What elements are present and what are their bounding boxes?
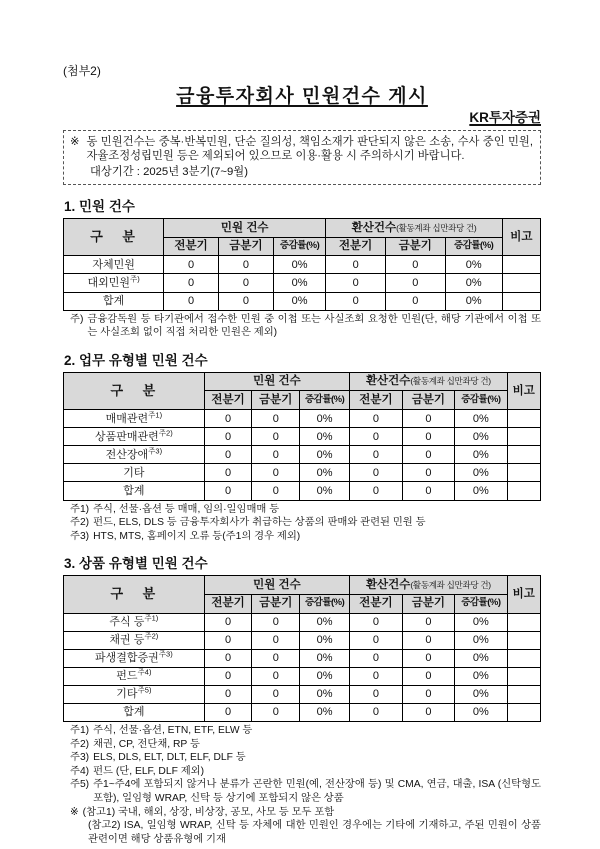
sections bbox=[63, 195, 541, 846]
value-cell: 0 bbox=[204, 410, 252, 428]
value-cell: 0 bbox=[402, 649, 454, 667]
value-cell: 0 bbox=[219, 256, 274, 274]
remark-cell bbox=[507, 410, 540, 428]
row-label: 합계 bbox=[64, 482, 205, 500]
value-cell: 0% bbox=[300, 703, 350, 721]
value-cell: 0 bbox=[350, 482, 402, 500]
footnote-ref: 주1) bbox=[148, 409, 163, 419]
column-group-converted-count bbox=[350, 372, 507, 391]
notice-box bbox=[63, 130, 541, 185]
footnote-marker: 주5) bbox=[70, 779, 90, 791]
value-cell: 0 bbox=[252, 685, 300, 703]
table-row bbox=[64, 256, 541, 274]
value-cell: 0 bbox=[350, 649, 402, 667]
value-cell: 0 bbox=[164, 274, 219, 292]
value-cell: 0% bbox=[455, 631, 507, 649]
value-cell: 0% bbox=[300, 685, 350, 703]
footnote bbox=[70, 806, 541, 820]
value-cell: 0% bbox=[300, 667, 350, 685]
value-cell: 0% bbox=[445, 274, 502, 292]
value-cell: 0% bbox=[300, 446, 350, 464]
column-header-curr-quarter: 금분기 bbox=[402, 391, 454, 410]
row-label: 채권 등$^{주2)}$ bbox=[64, 631, 205, 649]
value-cell: 0% bbox=[300, 428, 350, 446]
remark-cell bbox=[507, 464, 540, 482]
footnote bbox=[70, 819, 541, 846]
notice-line bbox=[70, 135, 533, 164]
value-cell: 0 bbox=[402, 613, 454, 631]
column-header-curr-quarter: 금분기 bbox=[252, 594, 300, 613]
column-header-prev-quarter: 전분기 bbox=[204, 391, 252, 410]
value-cell: 0 bbox=[252, 631, 300, 649]
value-cell: 0% bbox=[445, 292, 502, 310]
column-header-prev-quarter: 전분기 bbox=[326, 237, 386, 256]
row-label: 파생결합증권$^{주3)}$ bbox=[64, 649, 205, 667]
value-cell: 0% bbox=[455, 667, 507, 685]
column-header-prev-quarter: 전분기 bbox=[164, 237, 219, 256]
table-row bbox=[64, 446, 541, 464]
complaint-section bbox=[63, 349, 541, 543]
value-cell: 0% bbox=[455, 482, 507, 500]
complaint-table bbox=[63, 372, 541, 501]
table-body bbox=[64, 256, 541, 310]
footnote-text: 채권, CP, 전단채, RP 등 bbox=[93, 738, 200, 750]
value-cell: 0 bbox=[385, 292, 445, 310]
complaint-section bbox=[63, 552, 541, 846]
column-header-change-rate: 증감률(%) bbox=[455, 391, 507, 410]
value-cell: 0% bbox=[455, 428, 507, 446]
footnote-marker: 주2) bbox=[70, 738, 90, 750]
value-cell: 0 bbox=[402, 410, 454, 428]
remark-cell bbox=[507, 613, 540, 631]
column-header-remark: 비고 bbox=[507, 576, 540, 613]
footnote bbox=[70, 765, 541, 779]
value-cell: 0 bbox=[204, 482, 252, 500]
footnote-marker: 주3) bbox=[70, 752, 90, 764]
column-header-curr-quarter: 금분기 bbox=[385, 237, 445, 256]
footnote bbox=[70, 313, 541, 340]
value-cell: 0 bbox=[164, 256, 219, 274]
company-name: KR투자증권 bbox=[469, 110, 541, 125]
value-cell: 0% bbox=[455, 464, 507, 482]
value-cell: 0 bbox=[204, 464, 252, 482]
section-heading: 1. 민원 건수 bbox=[64, 199, 135, 215]
remark-cell bbox=[502, 292, 540, 310]
table-row bbox=[64, 274, 541, 292]
value-cell: 0 bbox=[402, 482, 454, 500]
column-header-change-rate: 증감률(%) bbox=[455, 594, 507, 613]
column-header-curr-quarter: 금분기 bbox=[219, 237, 274, 256]
value-cell: 0 bbox=[385, 274, 445, 292]
table-body bbox=[64, 410, 541, 500]
row-label: 전산장애$^{주3)}$ bbox=[64, 446, 205, 464]
footnote-text: (참고2) ISA, 일임형 WRAP, 신탁 등 자체에 대한 민원인 경우에는 기타에 기재하고, 주된 민원이 상품 관련이면 해당 상품유형에 기재 bbox=[88, 820, 541, 845]
table-body bbox=[64, 613, 541, 722]
column-header-change-rate: 증감률(%) bbox=[300, 391, 350, 410]
value-cell: 0% bbox=[455, 649, 507, 667]
row-label: 자체민원 bbox=[64, 256, 164, 274]
converted-count-subnote: (활동계좌 십만좌당 건) bbox=[396, 222, 477, 233]
value-cell: 0 bbox=[252, 464, 300, 482]
value-cell: 0% bbox=[273, 274, 325, 292]
table-row bbox=[64, 464, 541, 482]
value-cell: 0 bbox=[219, 292, 274, 310]
row-label: 매매관련$^{주1)}$ bbox=[64, 410, 205, 428]
value-cell: 0 bbox=[402, 667, 454, 685]
row-label: 주식 등$^{주1)}$ bbox=[64, 613, 205, 631]
table-header bbox=[64, 219, 541, 256]
value-cell: 0 bbox=[350, 428, 402, 446]
value-cell: 0 bbox=[204, 613, 252, 631]
column-header-change-rate: 증감률(%) bbox=[445, 237, 502, 256]
value-cell: 0 bbox=[204, 428, 252, 446]
value-cell: 0 bbox=[326, 292, 386, 310]
value-cell: 0 bbox=[252, 649, 300, 667]
table-row bbox=[64, 482, 541, 500]
converted-count-label: 환산건수 bbox=[365, 578, 411, 591]
value-cell: 0 bbox=[350, 446, 402, 464]
value-cell: 0 bbox=[252, 613, 300, 631]
footnote-ref: 주2) bbox=[158, 427, 173, 437]
value-cell: 0 bbox=[326, 274, 386, 292]
table-row bbox=[64, 703, 541, 721]
column-header-curr-quarter: 금분기 bbox=[402, 594, 454, 613]
value-cell: 0 bbox=[252, 667, 300, 685]
footnote-marker: 주) bbox=[70, 313, 84, 325]
column-group-converted-count bbox=[350, 576, 507, 595]
value-cell: 0 bbox=[326, 256, 386, 274]
converted-count-subnote: (활동계좌 십만좌당 건) bbox=[410, 376, 491, 387]
value-cell: 0% bbox=[300, 613, 350, 631]
attachment-label: (첨부2) bbox=[63, 64, 101, 78]
row-label: 기타$^{주5)}$ bbox=[64, 685, 205, 703]
footnote-marker: 주3) bbox=[70, 530, 90, 542]
remark-cell bbox=[507, 446, 540, 464]
value-cell: 0% bbox=[300, 631, 350, 649]
value-cell: 0 bbox=[164, 292, 219, 310]
value-cell: 0 bbox=[402, 685, 454, 703]
converted-count-label: 환산건수 bbox=[365, 375, 411, 388]
footnotes bbox=[63, 724, 541, 846]
reference-mark-icon: ※ bbox=[70, 136, 80, 148]
column-group-complaint-count: 민원 건수 bbox=[204, 372, 349, 391]
value-cell: 0 bbox=[204, 685, 252, 703]
footnote-marker: 주1) bbox=[70, 503, 90, 515]
value-cell: 0 bbox=[350, 613, 402, 631]
value-cell: 0 bbox=[402, 631, 454, 649]
column-header-remark: 비고 bbox=[507, 372, 540, 409]
column-group-complaint-count: 민원 건수 bbox=[164, 219, 326, 238]
notice-period: 대상기간 : 2025년 3분기(7~9월) bbox=[90, 165, 248, 178]
column-header-category: 구 분 bbox=[64, 576, 205, 613]
value-cell: 0 bbox=[252, 428, 300, 446]
value-cell: 0 bbox=[350, 464, 402, 482]
footnote bbox=[70, 503, 541, 517]
footnote-ref: 주3) bbox=[158, 649, 173, 659]
value-cell: 0 bbox=[385, 256, 445, 274]
section-heading: 2. 업무 유형별 민원 건수 bbox=[64, 352, 208, 368]
value-cell: 0 bbox=[350, 631, 402, 649]
value-cell: 0 bbox=[252, 446, 300, 464]
table-row bbox=[64, 428, 541, 446]
remark-cell bbox=[507, 482, 540, 500]
value-cell: 0% bbox=[300, 482, 350, 500]
column-header-prev-quarter: 전분기 bbox=[350, 594, 402, 613]
footnote-marker: ※ bbox=[70, 806, 79, 818]
value-cell: 0 bbox=[402, 428, 454, 446]
footnote bbox=[70, 724, 541, 738]
value-cell: 0% bbox=[455, 685, 507, 703]
value-cell: 0% bbox=[455, 446, 507, 464]
footnote-ref: 주3) bbox=[148, 446, 163, 456]
column-group-complaint-count: 민원 건수 bbox=[204, 576, 349, 595]
table-header bbox=[64, 576, 541, 613]
converted-count-label: 환산건수 bbox=[351, 221, 397, 234]
footnote-text: HTS, MTS, 홈페이지 오류 등(주1의 경우 제외) bbox=[93, 530, 301, 542]
table-row bbox=[64, 292, 541, 310]
remark-cell bbox=[507, 631, 540, 649]
value-cell: 0 bbox=[350, 685, 402, 703]
value-cell: 0% bbox=[445, 256, 502, 274]
footnote-text: 주식, 선물·옵션 등 매매, 임의·일임매매 등 bbox=[93, 503, 280, 515]
footnote bbox=[70, 751, 541, 765]
column-header-prev-quarter: 전분기 bbox=[204, 594, 252, 613]
footnote-text: (참고1) 국내, 해외, 상장, 비상장, 공모, 사모 등 모두 포함 bbox=[82, 806, 335, 818]
footnotes bbox=[63, 503, 541, 544]
value-cell: 0% bbox=[300, 464, 350, 482]
page-title: 금융투자회사 민원건수 게시 bbox=[176, 86, 428, 107]
value-cell: 0 bbox=[402, 464, 454, 482]
row-label: 합계 bbox=[64, 292, 164, 310]
footnote bbox=[70, 738, 541, 752]
table-row bbox=[64, 667, 541, 685]
footnote bbox=[70, 516, 541, 530]
row-label: 상품판매관련$^{주2)}$ bbox=[64, 428, 205, 446]
column-group-converted-count bbox=[326, 219, 502, 238]
value-cell: 0 bbox=[204, 667, 252, 685]
value-cell: 0 bbox=[350, 410, 402, 428]
table-row bbox=[64, 410, 541, 428]
title-row bbox=[63, 81, 541, 108]
footnote-ref: 주4) bbox=[137, 667, 152, 677]
notice-text: 동 민원건수는 중복·반복민원, 단순 질의성, 책임소재가 판단되지 않은 소송, 수사 중인 민원, 자율조정성립민원 등은 제외되어 있으므로 이용·활용 시 주의하시기 바랍니다. bbox=[86, 136, 533, 163]
column-header-change-rate: 증감률(%) bbox=[273, 237, 325, 256]
column-header-change-rate: 증감률(%) bbox=[300, 594, 350, 613]
footnote bbox=[70, 530, 541, 544]
value-cell: 0 bbox=[219, 274, 274, 292]
footnote-ref: 주5) bbox=[137, 685, 152, 695]
converted-count-subnote: (활동계좌 십만좌당 건) bbox=[410, 579, 491, 590]
footnote-text: 주식, 선물·옵션, ETN, ETF, ELW 등 bbox=[93, 725, 253, 737]
complaint-section bbox=[63, 195, 541, 340]
value-cell: 0% bbox=[455, 613, 507, 631]
value-cell: 0% bbox=[300, 649, 350, 667]
remark-cell bbox=[507, 703, 540, 721]
footnote-text: 금융감독원 등 타기관에서 접수한 민원 중 이첩 또는 사실조회 요청한 민원(단, 해당 기관에서 이첩 또는 사실조회 없이 직접 처리한 민원은 제외) bbox=[87, 313, 541, 339]
footnote-marker: 주1) bbox=[70, 725, 90, 737]
row-label: 기타 bbox=[64, 464, 205, 482]
column-header-prev-quarter: 전분기 bbox=[350, 391, 402, 410]
value-cell: 0 bbox=[252, 410, 300, 428]
complaint-table bbox=[63, 218, 541, 311]
footnote-marker: 주4) bbox=[70, 765, 90, 777]
value-cell: 0 bbox=[252, 482, 300, 500]
value-cell: 0 bbox=[350, 703, 402, 721]
value-cell: 0% bbox=[300, 410, 350, 428]
value-cell: 0% bbox=[273, 256, 325, 274]
row-label: 합계 bbox=[64, 703, 205, 721]
column-header-category: 구 분 bbox=[64, 372, 205, 409]
value-cell: 0 bbox=[402, 703, 454, 721]
footnote-text: ELS, DLS, ELT, DLT, ELF, DLF 등 bbox=[93, 752, 246, 764]
complaint-table bbox=[63, 575, 541, 722]
section-heading: 3. 상품 유형별 민원 건수 bbox=[64, 556, 208, 572]
footnote-marker: 주2) bbox=[70, 517, 90, 529]
footnote-text: 주1~주4에 포함되지 않거나 분류가 곤란한 민원(예, 전산장애 등) 및 CMA, 연금, 대출, ISA (신탁형도 포함), 일임형 WRAP, 신탁 등 상기에 포함되지 않은 상품 bbox=[93, 779, 541, 804]
value-cell: 0 bbox=[350, 667, 402, 685]
value-cell: 0 bbox=[402, 446, 454, 464]
table-row bbox=[64, 685, 541, 703]
row-label: 대외민원$^{주)}$ bbox=[64, 274, 164, 292]
remark-cell bbox=[507, 649, 540, 667]
column-header-category: 구 분 bbox=[64, 219, 164, 256]
value-cell: 0 bbox=[204, 649, 252, 667]
row-label: 펀드$^{주4)}$ bbox=[64, 667, 205, 685]
footnote bbox=[70, 778, 541, 805]
column-header-remark: 비고 bbox=[502, 219, 540, 256]
remark-cell bbox=[507, 685, 540, 703]
footnote-ref: 주) bbox=[129, 274, 140, 284]
remark-cell bbox=[502, 256, 540, 274]
value-cell: 0% bbox=[455, 703, 507, 721]
company-row bbox=[63, 106, 541, 127]
table-row bbox=[64, 613, 541, 631]
value-cell: 0 bbox=[252, 703, 300, 721]
remark-cell bbox=[507, 428, 540, 446]
value-cell: 0% bbox=[455, 410, 507, 428]
table-row bbox=[64, 649, 541, 667]
footnote-ref: 주2) bbox=[144, 631, 159, 641]
footnotes bbox=[63, 313, 541, 340]
remark-cell bbox=[507, 667, 540, 685]
footnote-text: 펀드, ELS, DLS 등 금융투자회사가 취급하는 상품의 판매와 관련된 민원 등 bbox=[93, 517, 426, 529]
table-header bbox=[64, 372, 541, 409]
value-cell: 0 bbox=[204, 446, 252, 464]
value-cell: 0 bbox=[204, 631, 252, 649]
footnote-ref: 주1) bbox=[144, 613, 159, 623]
footnote-text: 펀드 (단, ELF, DLF 제외) bbox=[93, 765, 205, 777]
value-cell: 0 bbox=[204, 703, 252, 721]
column-header-curr-quarter: 금분기 bbox=[252, 391, 300, 410]
remark-cell bbox=[502, 274, 540, 292]
value-cell: 0% bbox=[273, 292, 325, 310]
table-row bbox=[64, 631, 541, 649]
